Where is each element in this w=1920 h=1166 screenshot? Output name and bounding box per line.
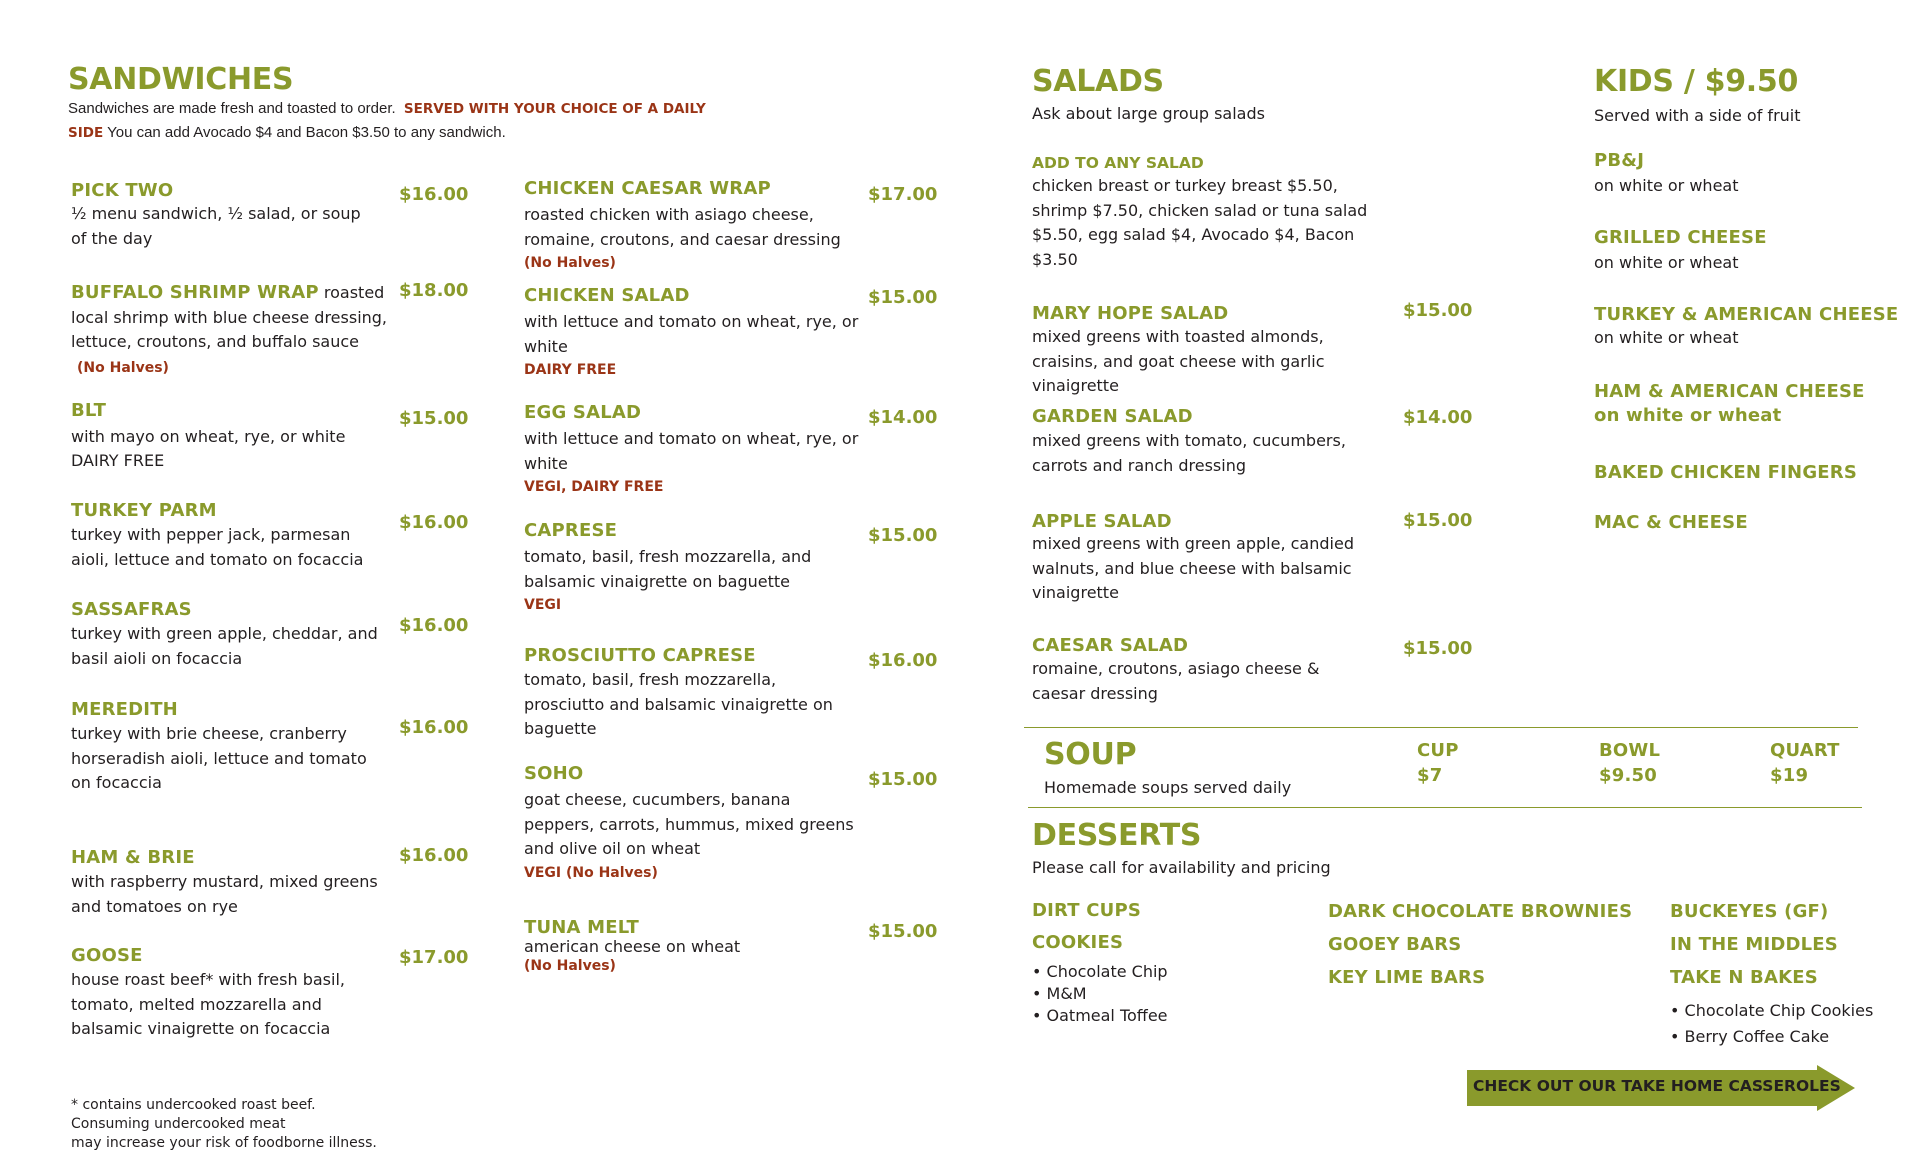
add-to-salad [1032,152,1372,272]
item-name: APPLE SALAD [1032,511,1172,532]
soup-divider-bottom [1028,807,1862,808]
menu-item-chicken-caesar-wrap [524,178,859,274]
price: $16.00 [399,615,469,636]
salad-garden [1032,406,1362,478]
take-home-casseroles-button[interactable] [1467,1065,1855,1111]
item-tag: VEGI [524,597,562,613]
menu-item-turkey-parm [71,500,381,572]
item-name: TURKEY & AMERICAN CHEESE [1594,304,1899,325]
size-price: $7 [1417,765,1443,786]
menu-item-caprese [524,520,859,616]
item-desc: ½ menu sandwich, ½ salad, or soup of the day [71,204,361,248]
size-label: CUP [1417,740,1459,761]
menu-item-prosciutto-caprese [524,645,859,742]
sandwiches-heading: SANDWICHES [68,62,294,97]
size-price: $9.50 [1599,765,1657,786]
kids-subtitle: Served with a side of fruit [1594,106,1801,125]
price: $16.00 [399,184,469,205]
kids-item-ham-american [1594,381,1914,426]
menu-item-tuna-melt [524,918,859,976]
item-name: CHICKEN SALAD [524,285,690,306]
price: $17.00 [399,947,469,968]
price: $14.00 [868,407,938,428]
item-desc: mixed greens with toasted almonds, craisins, and goat cheese with garlic vinaigrette [1032,327,1325,395]
item-name: MEREDITH [71,699,178,720]
desserts-subtitle: Please call for availability and pricing [1032,858,1331,877]
soup-size-quart [1770,738,1840,788]
price: $15.00 [1403,638,1473,659]
item-name: GOOSE [71,945,143,966]
list-item: • Oatmeal Toffee [1032,1006,1168,1025]
item-tag: DAIRY FREE [71,450,165,470]
item-desc: turkey with green apple, cheddar, and basil aioli on focaccia [71,624,378,668]
item-tag: (No Halves) [524,255,616,271]
price: $14.00 [1403,407,1473,428]
item-desc: with raspberry mustard, mixed greens and tomatoes on rye [71,872,378,916]
cta-label: CHECK OUT OUR TAKE HOME CASSEROLES [1473,1077,1841,1095]
dessert-item: COOKIES [1032,932,1124,953]
item-name: CAPRESE [524,520,618,541]
item-name: TUNA MELT [524,917,639,938]
item-desc: romaine, croutons, asiago cheese & caesar dressing [1032,659,1320,703]
item-desc: on white or wheat [1594,328,1739,347]
price: $17.00 [868,184,938,205]
kids-item-baked-chicken-fingers [1594,462,1914,483]
salad-apple [1032,511,1372,606]
add-to-salad-text: chicken breast or turkey breast $5.50, shrimp $7.50, chicken salad or tuna salad $5.50, egg salad $4, Avocado $4, Bacon $3.50 [1032,176,1368,269]
item-desc: tomato, basil, fresh mozzarella, prosciutto and balsamic vinaigrette on baguette [524,670,833,738]
kids-item-grilled-cheese [1594,227,1904,276]
desserts-col-1 [1032,895,1168,1027]
item-name: BLT [71,400,107,421]
price: $15.00 [1403,510,1473,531]
price: $15.00 [868,525,938,546]
cookie-list [1032,961,1168,1027]
price: $16.00 [399,717,469,738]
item-desc: mixed greens with tomato, cucumbers, carrots and ranch dressing [1032,431,1346,475]
item-desc: mixed greens with green apple, candied walnuts, and blue cheese with balsamic vinaigrette [1032,534,1354,602]
dessert-item: DARK CHOCOLATE BROWNIES [1328,901,1633,922]
dessert-item: IN THE MIDDLES [1670,934,1838,955]
item-desc: turkey with brie cheese, cranberry horseradish aioli, lettuce and tomato on focaccia [71,724,367,792]
menu-item-blt [71,400,381,472]
soup-divider-top [1024,727,1858,728]
item-name: CAESAR SALAD [1032,635,1189,656]
kids-item-pbj [1594,150,1904,199]
item-desc: tomato, basil, fresh mozzarella, and balsamic vinaigrette on baguette [524,547,812,591]
menu-item-egg-salad [524,402,859,498]
menu-item-goose [71,945,371,1042]
item-desc: on white or wheat [1594,405,1782,426]
menu-item-pick-two [71,180,381,251]
price: $15.00 [1403,300,1473,321]
size-price: $19 [1770,765,1809,786]
menu-item-chicken-salad [524,285,859,381]
menu-item-soho [524,763,859,884]
item-desc: with lettuce and tomato on wheat, rye, or white [524,312,859,356]
salads-heading: SALADS [1032,64,1164,99]
item-desc: goat cheese, cucumbers, banana peppers, carrots, hummus, mixed greens and olive oil on wheat [524,790,854,858]
item-tag: VEGI, DAIRY FREE [524,479,664,495]
list-item: • Chocolate Chip [1032,962,1168,981]
price: $15.00 [868,769,938,790]
dessert-item: BUCKEYES (GF) [1670,901,1829,922]
salad-mary-hope [1032,303,1392,399]
dessert-item: DIRT CUPS [1032,900,1142,921]
item-name: HAM & BRIE [71,847,195,868]
item-desc: with lettuce and tomato on wheat, rye, or white [524,429,859,473]
soup-subtitle: Homemade soups served daily [1044,778,1292,797]
intro-text-2: You can add Avocado $4 and Bacon $3.50 to any sandwich. [107,124,506,141]
item-desc: turkey with pepper jack, parmesan aioli, lettuce and tomato on focaccia [71,525,364,569]
price: $16.00 [399,512,469,533]
price: $15.00 [868,287,938,308]
item-name: GARDEN SALAD [1032,406,1193,427]
item-name: GRILLED CHEESE [1594,227,1767,248]
footnote-line: may increase your risk of foodborne illness. [71,1135,377,1151]
salads-subtitle: Ask about large group salads [1032,104,1265,123]
desserts-heading: DESSERTS [1032,818,1202,853]
item-name: MARY HOPE SALAD [1032,303,1229,324]
item-name: PICK TWO [71,180,174,201]
sandwiches-intro [68,97,758,145]
item-desc: american cheese on wheat [524,937,741,956]
dessert-item: KEY LIME BARS [1328,967,1486,988]
item-name: MAC & CHEESE [1594,512,1748,533]
price: $16.00 [868,650,938,671]
item-desc: roasted chicken with asiago cheese, romaine, croutons, and caesar dressing [524,205,841,249]
intro-tag-1: SERVED WITH YOUR CHOICE OF A DAILY [403,101,706,117]
item-desc: roasted local shrimp with blue cheese dressing, lettuce, croutons, and buffalo sauce [71,283,388,351]
item-name: HAM & AMERICAN CHEESE [1594,381,1865,402]
menu-item-ham-brie [71,847,381,919]
size-label: BOWL [1599,740,1661,761]
soup-size-bowl [1599,738,1660,788]
salad-caesar [1032,635,1352,706]
list-item: • Berry Coffee Cake [1670,1027,1830,1046]
item-name: BUFFALO SHRIMP WRAP [71,282,319,303]
item-name: SOHO [524,763,584,784]
item-desc: on white or wheat [1594,176,1739,195]
item-tag: DAIRY FREE [524,362,617,378]
item-name: PB&J [1594,150,1645,171]
menu-item-buffalo-shrimp-wrap [71,281,391,380]
menu-item-sassafras [71,599,381,671]
footnote-line: Consuming undercooked meat [71,1116,286,1132]
item-name: CHICKEN CAESAR WRAP [524,178,771,199]
kids-heading: KIDS / $9.50 [1594,64,1799,99]
item-tag: VEGI (No Halves) [524,864,658,881]
price: $16.00 [399,845,469,866]
item-name: SASSAFRAS [71,599,192,620]
add-to-salad-heading: ADD TO ANY SALAD [1032,154,1204,172]
soup-size-cup [1417,738,1459,788]
price: $15.00 [399,408,469,429]
menu-item-meredith [71,699,381,796]
intro-tag-2: SIDE [68,125,104,141]
item-tag: (No Halves) [77,359,169,376]
kids-item-turkey-american [1594,304,1914,351]
kids-item-mac-cheese [1594,512,1914,533]
footnote [71,1096,377,1153]
item-name: EGG SALAD [524,402,642,423]
list-item: • M&M [1032,984,1087,1003]
soup-heading: SOUP [1044,737,1137,772]
desserts-col-2 [1328,895,1632,994]
price: $18.00 [399,280,469,301]
item-name: BAKED CHICKEN FINGERS [1594,462,1858,483]
size-label: QUART [1770,740,1840,761]
take-n-bakes-list [1670,998,1873,1050]
desserts-col-3 [1670,895,1873,1050]
dessert-item: TAKE N BAKES [1670,967,1818,988]
item-tag: (No Halves) [524,958,616,974]
price: $15.00 [868,921,938,942]
item-desc: house roast beef* with fresh basil, tomato, melted mozzarella and balsamic vinaigrette on focaccia [71,970,345,1038]
list-item: • Chocolate Chip Cookies [1670,1001,1874,1020]
dessert-item: GOOEY BARS [1328,934,1462,955]
item-name: PROSCIUTTO CAPRESE [524,645,756,666]
item-desc: on white or wheat [1594,253,1739,272]
item-desc: with mayo on wheat, rye, or white [71,427,346,446]
intro-text-1: Sandwiches are made fresh and toasted to order. [68,100,396,117]
footnote-line: * contains undercooked roast beef. [71,1097,316,1113]
item-name: TURKEY PARM [71,500,217,521]
